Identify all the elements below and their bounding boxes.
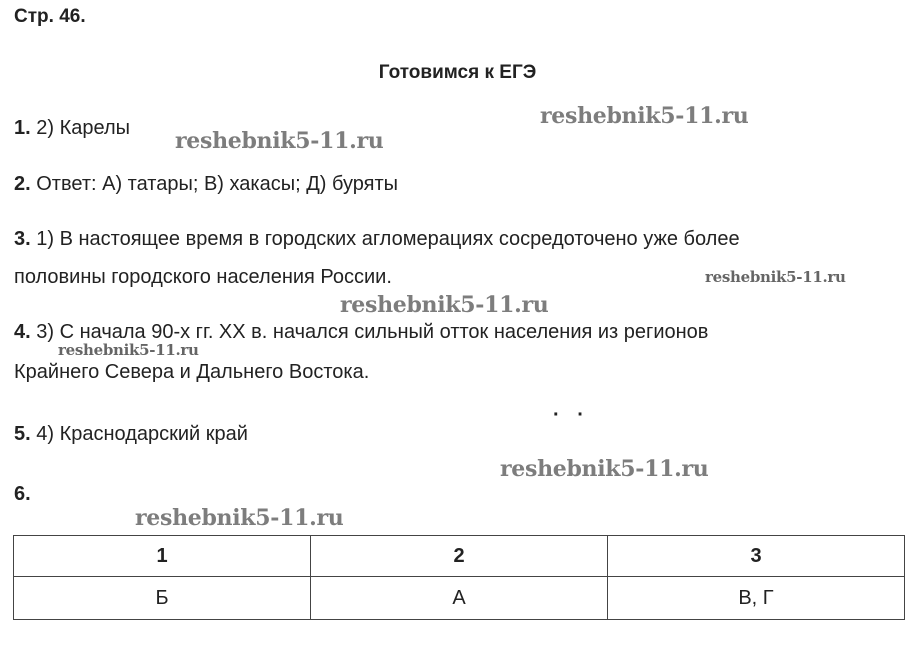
- question-4-answer-line-1: 3) С начала 90-х гг. XX в. начался сильный отток населения из регионов: [36, 321, 709, 343]
- watermark: reshebnik5-11.ru: [540, 103, 749, 129]
- table-header-cell: 2: [311, 536, 608, 577]
- question-2-answer: Ответ: А) татары; В) хакасы; Д) буряты: [36, 173, 399, 195]
- question-6-number: 6.: [14, 483, 31, 505]
- question-6: [14, 482, 31, 506]
- table-header-cell: 3: [608, 536, 905, 577]
- question-3-answer-line-1: 1) В настоящее время в городских агломерациях сосредоточено уже более: [36, 228, 740, 250]
- watermark: reshebnik5-11.ru: [500, 456, 709, 482]
- page-number: Стр. 46.: [14, 6, 86, 27]
- question-4-answer-line-2: Крайнего Севера и Дальнего Востока.: [14, 361, 370, 383]
- question-5: [14, 422, 248, 446]
- question-1-number: 1.: [14, 117, 31, 139]
- question-1: [14, 116, 130, 140]
- question-2: [14, 172, 398, 196]
- question-3: [14, 227, 740, 251]
- watermark: reshebnik5-11.ru: [135, 505, 344, 531]
- watermark: reshebnik5-11.ru: [705, 268, 846, 286]
- table-cell: В, Г: [608, 577, 905, 620]
- watermark: reshebnik5-11.ru: [175, 128, 384, 154]
- section-heading: Готовимся к ЕГЭ: [378, 62, 537, 83]
- question-3-number: 3.: [14, 228, 31, 250]
- table-header-row: [14, 536, 905, 577]
- question-1-answer: 2) Карелы: [36, 117, 130, 139]
- question-4-number: 4.: [14, 321, 31, 343]
- question-2-number: 2.: [14, 173, 31, 195]
- question-3-answer-line-2: половины городского населения России.: [14, 266, 392, 288]
- table-row: [14, 577, 905, 620]
- stray-marks: · ·: [553, 404, 590, 426]
- table-cell: Б: [14, 577, 311, 620]
- watermark: reshebnik5-11.ru: [58, 341, 199, 359]
- table-header-cell: 1: [14, 536, 311, 577]
- table-cell: А: [311, 577, 608, 620]
- answer-table: [13, 535, 905, 620]
- watermark: reshebnik5-11.ru: [340, 292, 549, 318]
- question-5-number: 5.: [14, 423, 31, 445]
- question-5-answer: 4) Краснодарский край: [36, 423, 248, 445]
